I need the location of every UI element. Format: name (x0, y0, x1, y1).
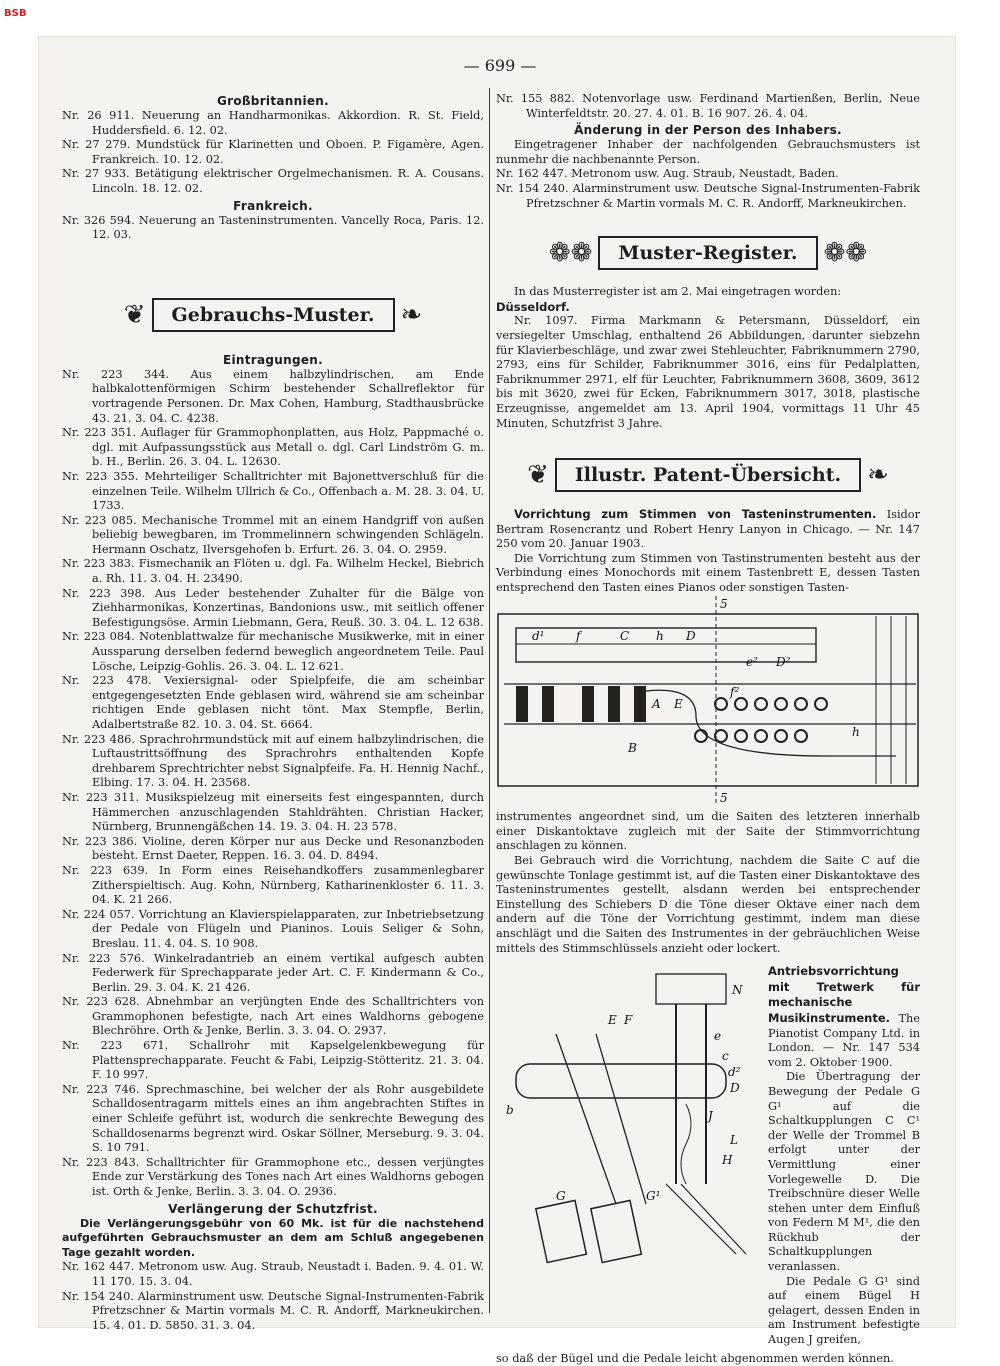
list-item: Nr. 223 671. Schallrohr mit Kapselgelenkbewegung für Plattensprechapparate. Feucht & Fabi, Leipzig-Stötteritz. 21. 3. 04. F. 10 997. (62, 1039, 484, 1082)
list-item: Nr. 223 746. Sprechmaschine, bei welcher der als Rohr ausgebildete Schalldosentragarm mittels eines an ihm angebrachten Stiftes in einer Schleife geführt ist, wodurch die senkrechte Bewegung des Schalldosenarms begrenzt wird. Oskar Söllner, Merseburg. 9. 3. 04. S. 10 791. (62, 1082, 484, 1155)
left-column (62, 92, 484, 1333)
figure-label: h (852, 724, 860, 739)
page-number: — 699 — (463, 56, 537, 75)
figure-label: J (708, 1109, 713, 1124)
list-item: Nr. 223 398. Aus Leder bestehender Zuhalter für die Bälge von Ziehharmonikas, Konzertinas, Bandonions usw., mit seitlich offener Befestigungsöse. Armin Liebmann, Gera, Reuß. 30. 3. 04. L. 12 638. (62, 586, 484, 629)
muster-register-banner (496, 233, 920, 273)
patent2-paragraph: Die Übertragung der Bewegung der Pedale G G¹ auf die Schaltkupplungen C C¹ der Welle der Trommel B erfolgt unter der Vermittlung einer Vorlegewelle D. Die Treibschnüre dieser Welle stehen unter dem Einfluß von Federn M M¹, die den Rückhub der Schaltkupplungen veranlassen. (768, 1070, 920, 1274)
list-item: Nr. 326 594. Neuerung an Tasteninstrumenten. Vancelly Roca, Paris. 12. 12. 03. (62, 213, 484, 242)
patent1-inventors: Isidor Bertram Rosencrantz und Robert Henry Lanyon in Chicago. — Nr. 147 250 vom 20. Januar 1903. (496, 508, 920, 551)
right-column (496, 92, 920, 1366)
banner-title: Illustr. Patent-Übersicht. (555, 458, 861, 492)
list-item: Nr. 223 084. Notenblattwalze für mechanische Musikwerke, mit in einer Aussparung derselben federnd beweglich angeordnetem Teile. Paul Lösche, Leipzig-Gohlis. 26. 3. 04. L. 12 621. (62, 630, 484, 673)
figure-label: e² (746, 654, 758, 669)
gebrauchsmuster-banner (62, 295, 484, 335)
list-item: Nr. 162 447. Metronom usw. Aug. Straub, Neustadt i. Baden. 9. 4. 01. W. 11 170. 15. 3. 04. (62, 1260, 484, 1288)
list-item: Nr. 154 240. Alarminstrument usw. Deutsche Signal-Instrumenten-Fabrik Pfretzschner & Martin vormals M. C. R. Andorff, Markneukirchen. 15. 4. 01. D. 5850. 31. 3. 04. (62, 1289, 484, 1332)
column-divider (489, 88, 490, 1313)
list-item: Nr. 223 383. Fismechanik an Flöten u. dgl. Fa. Wilhelm Heckel, Biebrich a. Rh. 11. 3. 04. H. 23490. (62, 557, 484, 586)
list-item: Nr. 162 447. Metronom usw. Aug. Straub, Neustadt, Baden. (496, 167, 839, 181)
figure-label: h (656, 628, 664, 643)
list-item: Nr. 26 911. Neuerung an Handharmonikas. Akkordion. R. St. Field, Huddersfield. 6. 12. 02. (62, 109, 484, 137)
figure-label: c (722, 1049, 729, 1064)
figure-label: d¹ (532, 628, 545, 643)
list-item: Nr. 27 279. Mundstück für Klarinetten und Oboen. P. Figamère, Agen. Frankreich. 10. 12. 02. (62, 138, 484, 166)
figure-label: f² (730, 684, 740, 699)
figure-label: E (608, 1013, 617, 1028)
section-heading-eintragungen: Eintragungen. (222, 352, 323, 367)
figure-label: 5 (720, 596, 728, 611)
patent2-tail: so daß der Bügel und die Pedale leicht abgenommen werden können. (496, 1351, 894, 1365)
list-item: Nr. 223 843. Schalltrichter für Grammophone etc., dessen verjüngtes Ende zur Verstärkung des Tones nach Art eines Waldhorns gebogen ist. Orth & Jenke, Berlin. 3. 3. 04. O. 2936. (62, 1155, 484, 1198)
section-heading-aenderung: Änderung in der Person des Inhabers. (574, 123, 842, 138)
patent2-title: Antriebsvorrichtung mit Tretwerk für mechanische Musikinstrumente. (768, 964, 920, 1025)
figure-label: f (576, 628, 581, 643)
patent1-paragraph-cont: instrumentes angeordnet sind, um die Saiten des letzteren innerhalb einer Diskantoktave zugleich mit der Saite der Stimmvorrichtung anschlagen zu können. (496, 810, 920, 853)
figure-label: B (628, 740, 637, 755)
figure-label: N (732, 983, 743, 998)
section-heading-frankreich: Frankreich. (233, 198, 313, 213)
pedal-mechanism-figure (496, 964, 766, 1264)
figure-label: F (624, 1013, 633, 1028)
list-item: Nr. 223 351. Auflager für Grammophonplatten, aus Holz, Pappmaché o. dgl. mit Aufpassungsstück aus Metall o. dgl. Carl Lindström G. m. b. H., Berlin. 26. 3. 04. L. 12630. (62, 426, 484, 469)
list-item: Nr. 223 085. Mechanische Trommel mit an einem Handgriff von außen beliebig bewegbaren, im Trommelinnern schwingenden Schlägeln. Hermann Oschatz, Ilversgehofen b. Erfurt. 26. 3. 04. O. 2959. (62, 513, 484, 556)
figure-label: E (674, 696, 683, 711)
figure-label: C (620, 628, 630, 643)
figure-label: b (506, 1103, 514, 1118)
list-item: Nr. 223 628. Abnehmbar an verjüngten Ende des Schalltrichters von Grammophonen befestigte, nach Art eines Waldhorns gebogene Blechröhre. Orth & Jenke, Berlin. 3. 3. 04. O. 2937. (62, 995, 484, 1038)
list-item: Nr. 223 576. Winkelradantrieb an einem vertikal aufgesch aubten Federwerk für Sprechapparate jeder Art. C. F. Kindermann & Co., Berlin. 29. 3. 04. K. 21 426. (62, 951, 484, 994)
figure-label: L (730, 1133, 738, 1148)
list-item: Nr. 223 478. Vexiersignal- oder Spielpfeife, die am scheinbar entgegengesetzten Ende geblasen wird, während sie am scheinbar richtigen Ende geblasen nicht tönt. Max Stempfle, Berlin, Adalbertstraße 82. 10. 3. 04. St. 6664. (62, 674, 484, 731)
patent2-block (496, 964, 920, 1366)
list-item: Nr. 27 933. Betätigung elektrischer Orgelmechanismen. R. A. Cousans. Lincoln. 18. 12. 02. (62, 167, 484, 195)
ornament-icon: ❦ (123, 299, 146, 330)
patent1-paragraph: Bei Gebrauch wird die Vorrichtung, nachdem die Saite C auf die gewünschte Tonlage gestimmt ist, auf die Tasten einer Diskantoktave des Tasteninstrumentes gestellt, alsdann werden bei entsprechender Einstellung des Schiebers D die Töne dieser Oktave einer nach dem andern auf die Töne der Vorrichtung gestimmt, indem man diese anschlägt und die Saiten des Instrumentes in der gebräuchlichen Weise mittels des Stimmschlüssels anzieht oder lockert. (496, 854, 920, 955)
section-heading-verlaengerung: Verlängerung der Schutzfrist. (168, 1201, 378, 1216)
section-heading-grossbritannien: Großbritannien. (216, 94, 330, 108)
list-item: Nr. 223 311. Musikspielzeug mit einerseits fest eingespannten, durch Hämmerchen anzuschlagenden Stahldrähten. Christian Hacker, Nürnberg, Brunnengäßchen 14. 19. 3. 04. H. 23 578. (62, 790, 484, 834)
tuning-device-figure (496, 596, 920, 806)
patent1-title: Vorrichtung zum Stimmen von Tasteninstrumenten. (514, 507, 877, 522)
ornament-icon: ❧ (867, 460, 889, 491)
figure-label: G¹ (646, 1189, 661, 1204)
figure-label: e (714, 1029, 722, 1044)
figure-label: G (556, 1189, 566, 1204)
list-item: Nr. 223 344. Aus einem halbzylindrischen, am Ende halbkalottenförmigen Schirm bestehender Schallreflektor für vortragende Personen. Dr. Max Cohen, Hamburg, Stadthausbrücke 43. 21. 3. 04. C. 4238. (62, 367, 484, 425)
figure-label: H (722, 1153, 733, 1168)
figure-label: A (652, 696, 661, 711)
list-item: Nr. 223 486. Sprachrohrmundstück mit auf einem halbzylindrischen, die Luftaustrittsöffnung des Sprachrohrs enthaltenden Kopfe drehbarem Sprechtrichter nebst Signalpfeife. Fa. H. Hennig Nachf., Elbing. 17. 3. 04. H. 23568. (62, 732, 484, 790)
figure-label: D (686, 628, 696, 643)
list-item: Nr. 224 057. Vorrichtung an Klavierspielapparaten, zur Inbetriebsetzung der Pedale von Flügeln und Pianinos. Louis Seliger & Sohn, Breslau. 11. 4. 04. S. 10 908. (62, 907, 484, 950)
patent2-paragraph: Die Pedale G G¹ sind auf einem Bügel H gelagert, dessen Enden in am Instrument befestigte Augen J greifen, (768, 1274, 920, 1347)
patent2-applicant: The Pianotist Company Ltd. in London. — Nr. 147 534 vom 2. Oktober 1900. (768, 1011, 920, 1069)
ornament-icon: ❦ (527, 460, 549, 491)
aenderung-intro: Eingetragener Inhaber der nachfolgenden Gebrauchsmusters ist nunmehr die nachbenannte Person. (496, 138, 920, 166)
list-item: Nr. 154 240. Alarminstrument usw. Deutsche Signal-Instrumenten-Fabrik Pfretzschner & Martin vormals M. C. R. Andorff, Markneukirchen. (496, 181, 920, 210)
list-item: Nr. 155 882. Notenvorlage usw. Ferdinand Martienßen, Berlin, Neue Winterfeldtstr. 20. 27. 4. 01. B. 16 907. 26. 4. 04. (496, 92, 920, 120)
list-item: Nr. 223 639. In Form eines Reisehandkoffers zusammenlegbarer Zitherspieltisch. Aug. Kohn, Nürnberg, Katharinenkloster 6. 11. 3. 04. K. 21 266. (62, 863, 484, 907)
list-item: Nr. 223 355. Mehrteiliger Schalltrichter mit Bajonettverschluß für die einzelnen Teile. Wilhelm Ullrich & Co., Offenbach a. M. 28. 3. 04. U. 1733. (62, 469, 484, 513)
ornament-icon: ❁❁ (548, 238, 593, 269)
muster-text: Nr. 1097. Firma Markmann & Petersmann, Düsseldorf, ein versiegelter Umschlag, enthaltend 26 Abbildungen, darunter siebzehn für Klavierbeschläge, und zwar zwei Stehleuchter, Fabriknummern 2790, 2793, eins für Schilder, Fabriknummer 3016, eins für Pedalplatten, Fabriknummer 2971, elf für Leuchter, Fabriknummern 3608, 3609, 3612 bis mit 3620, zwei für Ecken, Fabriknummern 3017, 3018, plastische Erzeugnisse, angemeldet am 13. April 1904, vormittags 11 Uhr 45 Minuten, Schutzfrist 3 Jahre. (496, 314, 920, 430)
muster-city: Düsseldorf. (496, 299, 570, 314)
patent-uebersicht-banner (496, 455, 920, 495)
patent1-paragraph: Die Vorrichtung zum Stimmen von Tastinstrumenten besteht aus der Verbindung eines Monochords mit einem Tastenbrett E, dessen Tasten entsprechend den Tasten eines Pianos oder sonstigen Tasten- (496, 551, 920, 595)
ornament-icon: ❧ (400, 299, 423, 330)
verlaengerung-intro: Die Verlängerungsgebühr von 60 Mk. ist für die nachstehend aufgeführten Gebrauchsmuster an dem am Schluß angegebenen Tage gezahlt worden. (62, 1216, 484, 1259)
figure-label: d² (728, 1065, 741, 1080)
ornament-icon: ❁❁ (823, 238, 868, 269)
list-item: Nr. 223 386. Violine, deren Körper nur aus Decke und Resonanzboden besteht. Ernst Daeter, Reppen. 16. 3. 04. D. 8494. (62, 834, 484, 863)
banner-title: Muster-Register. (598, 236, 817, 270)
figure-label: D² (776, 654, 791, 669)
banner-title: Gebrauchs-Muster. (152, 298, 395, 332)
library-mark: BSB (4, 8, 27, 19)
figure-label: 5 (720, 790, 728, 805)
figure-label: D (730, 1081, 740, 1096)
muster-intro: In das Musterregister ist am 2. Mai eingetragen worden: (514, 285, 842, 299)
